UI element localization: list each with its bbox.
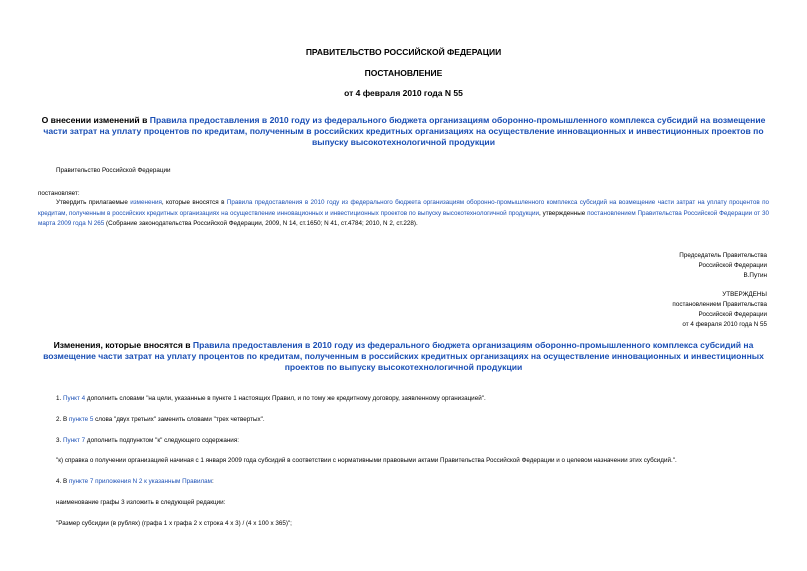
- changes-title: [40, 340, 767, 373]
- resolution-265-link[interactable]: постановлением Правительства Российской Федерации от 30 марта 2009 года N 265: [38, 209, 769, 227]
- item-3-quote: "к) справка о получении организацией начиная с 1 января 2009 года субсидий в соответствии с нормативными правовыми актами Правительства Российской Федерации и о целевом назначении этих субсидий.".: [56, 457, 677, 464]
- clause-7-link[interactable]: Пункт 7: [63, 437, 86, 444]
- item-number: 3.: [56, 437, 64, 444]
- resolves-label: постановляет:: [38, 190, 80, 197]
- item-number: 4. В: [56, 478, 69, 485]
- title-prefix: О внесении изменений в: [41, 115, 150, 125]
- item-text: :: [211, 478, 214, 485]
- item-text: дополнить подпунктом "к" следующего содержания:: [85, 437, 239, 444]
- approval-block: [672, 290, 767, 330]
- changes-link[interactable]: изменения: [130, 199, 162, 206]
- item-4-subtext: наименование графы 3 изложить в следующей редакции:: [56, 499, 226, 506]
- item-number: 2. В: [56, 416, 69, 423]
- government-heading: ПРАВИТЕЛЬСТВО РОССИЙСКОЙ ФЕДЕРАЦИИ: [305, 47, 502, 57]
- approved-label: УТВЕРЖДЕНЫ: [722, 291, 767, 298]
- document-date-number: от 4 февраля 2010 года N 55: [344, 88, 463, 98]
- clause-5-link[interactable]: пункте 5: [68, 416, 94, 423]
- changes-rules-link[interactable]: Правила предоставления в 2010 году из федерального бюджета организациям оборонно-промышленного комплекса субсидий на возмещение части затрат на уплату процентов по кредитам, полученным в российских кредитных организациях на осуществление инновационных и инвестиционных проектов по выпуску высокотехнологичной продукции: [43, 340, 764, 372]
- item-4-quote: "Размер субсидии (в рублях) (графа 1 х графа 2 х строка 4 х 3) / (4 х 100 х 365)";: [56, 520, 292, 527]
- approved-date: от 4 февраля 2010 года N 55: [682, 321, 767, 328]
- approved-country: Российской Федерации: [698, 311, 767, 318]
- changes-title-prefix: Изменения, которые вносятся в: [53, 340, 193, 350]
- item-4: [56, 477, 214, 487]
- signature-position: Председатель Правительства: [679, 252, 767, 259]
- paragraph-text: , утвержденные: [539, 209, 588, 217]
- item-text: дополнить словами "на цели, указанные в пункте 1 настоящих Правил, и по тому же кредитному договору, заявленному организацией".: [85, 395, 486, 402]
- resolution-paragraph: [38, 198, 769, 230]
- signature-country: Российской Федерации: [698, 262, 767, 269]
- paragraph-text: Утвердить прилагаемые: [56, 199, 131, 206]
- document-title: [40, 115, 767, 148]
- paragraph-text: (Собрание законодательства Российской Федерации, 2009, N 14, ст.1650; N 41, ст.4784; 2010, N 2, ст.228).: [104, 220, 418, 227]
- rules-reference-link[interactable]: Правила предоставления в 2010 году из федерального бюджета организациям оборонно-промышленного комплекса субсидий на возмещение части затрат на уплату процентов по кредитам, полученным в российских кредитных организациях на осуществление инновационных и инвестиционных проектов по выпуску высокотехнологичной продукции: [38, 199, 769, 217]
- signature-name: В.Путин: [743, 272, 767, 279]
- item-2: [56, 415, 265, 425]
- document-type: ПОСТАНОВЛЕНИЕ: [364, 68, 443, 78]
- item-1: [56, 394, 486, 404]
- item-text: слова "двух третьих" заменить словами "трех четвертых".: [93, 416, 265, 423]
- approved-by: постановлением Правительства: [672, 301, 767, 308]
- clause-4-link[interactable]: Пункт 4: [63, 395, 86, 402]
- appendix-2-clause-7-link[interactable]: пункте 7 приложения N 2 к указанным Правилам: [68, 478, 212, 485]
- item-number: 1.: [56, 395, 64, 402]
- paragraph-text: , которые вносятся в: [161, 199, 227, 206]
- item-3: [56, 436, 239, 446]
- signature-block: [679, 251, 767, 281]
- government-label: Правительство Российской Федерации: [56, 167, 171, 174]
- rules-link[interactable]: Правила предоставления в 2010 году из федерального бюджета организациям оборонно-промышленного комплекса субсидий на возмещение части затрат на уплату процентов по кредитам, полученным в российских кредитных организациях на осуществление инновационных и инвестиционных проектов по выпуску высокотехнологичной продукции: [43, 115, 766, 147]
